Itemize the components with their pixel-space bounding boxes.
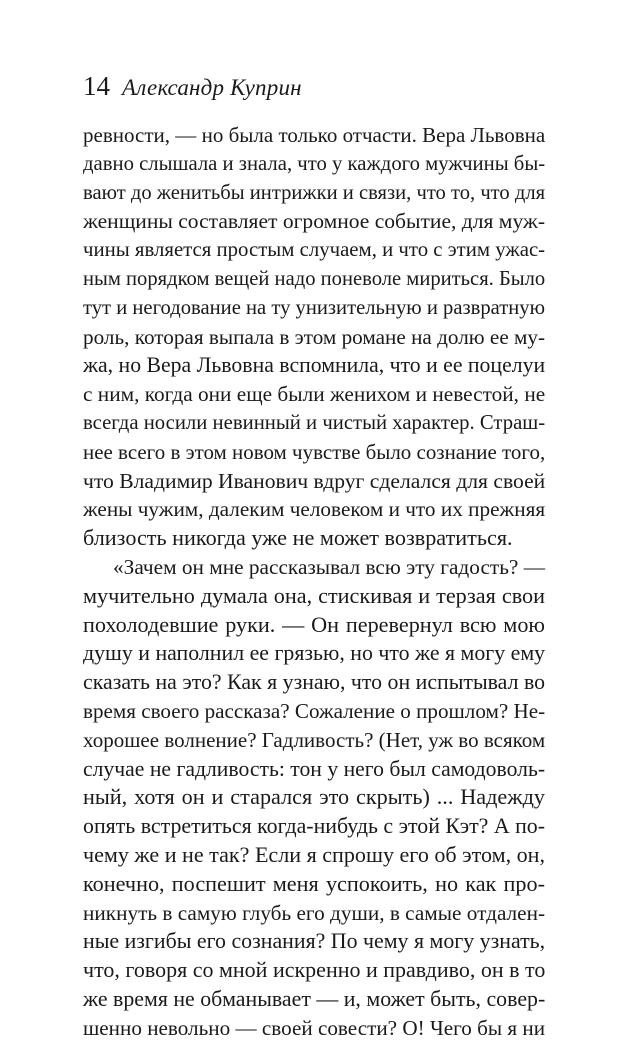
text-line: роль, которая выпала в этом романе на долю ее му- xyxy=(83,324,546,349)
text-line: вают до женитьбы интрижки и связи, что то, что для xyxy=(83,181,546,204)
text-line: никнуть в самую глубь его души, в самые отдален- xyxy=(83,900,546,925)
text-line: что, говоря со мной искренно и правдиво, он в то xyxy=(83,957,546,983)
text-line: хорошее волнение? Гадливость? (Нет, уж во всяком xyxy=(83,727,546,752)
text-line: жены чужим, далеким человеком и что их прежняя xyxy=(83,497,546,522)
paragraph-2 xyxy=(83,553,545,1043)
text-line: чему же и не так? Если я спрошу его об этом, он, xyxy=(83,841,546,867)
page-number: 14 xyxy=(83,71,110,101)
text-line: давно слышала и знала, что у каждого мужчины бы- xyxy=(83,152,546,175)
text-line: время своего рассказа? Сожаление о прошлом? Не- xyxy=(83,698,546,723)
text-line: же время не обманывает — и, может быть, совер- xyxy=(83,986,546,1011)
body-text xyxy=(83,121,545,1043)
text-line: ревности, — но была только отчасти. Вера Львовна xyxy=(83,123,546,147)
paragraph-1 xyxy=(83,121,545,553)
text-line: ный, хотя он и старался это скрыть) ... Надежду xyxy=(83,784,545,810)
text-line: ным порядком вещей надо поневоле мириться. Было xyxy=(83,267,546,290)
text-line: похолодевшие руки. — Он перевернул всю мою xyxy=(83,611,545,637)
text-line: «Зачем он мне рассказывал всю эту гадость? — xyxy=(113,554,545,579)
text-line: жа, но Вера Львовна вспомнила, что и ее поцелуи xyxy=(83,353,546,378)
text-line: чины является простым случаем, и что с этим ужас- xyxy=(83,238,546,262)
text-line: ные изгибы его сознания? По чему я могу узнать, xyxy=(83,929,546,954)
text-line: близость никогда уже не может возвратиться. xyxy=(83,525,513,551)
text-line: что Владимир Иванович вдруг сделался для своей xyxy=(83,468,546,493)
text-line: тут и негодование на ту унизительную и развратную xyxy=(83,296,545,319)
text-line: конечно, поспешит меня успокоить, но как про- xyxy=(83,870,545,896)
text-line: мучительно думала она, стискивая и терзая свои xyxy=(83,582,545,608)
author-name: Александр Куприн xyxy=(122,75,302,100)
running-head xyxy=(83,71,302,107)
text-line: опять встретиться когда-нибудь с этой Кэт? А по- xyxy=(83,813,546,839)
text-line: душу и наполнил ее грязью, но что же я могу ему xyxy=(83,641,546,666)
text-line: всегда носили невинный и чистый характер. Страш- xyxy=(83,411,546,434)
text-line: с ним, когда они еще были женихом и невестой, не xyxy=(83,382,546,407)
text-line: нее всего в этом новом чувстве было сознание того, xyxy=(83,439,546,464)
text-line: шенно невольно — своей совести? О! Чего бы я ни xyxy=(83,1015,546,1040)
text-line: сказать на это? Как я узнаю, что он испытывал во xyxy=(83,670,546,695)
text-line: женщины составляет огромное событие, для муж- xyxy=(83,209,545,234)
text-line: случае не гадливость: тон у него был самодоволь- xyxy=(83,756,546,781)
